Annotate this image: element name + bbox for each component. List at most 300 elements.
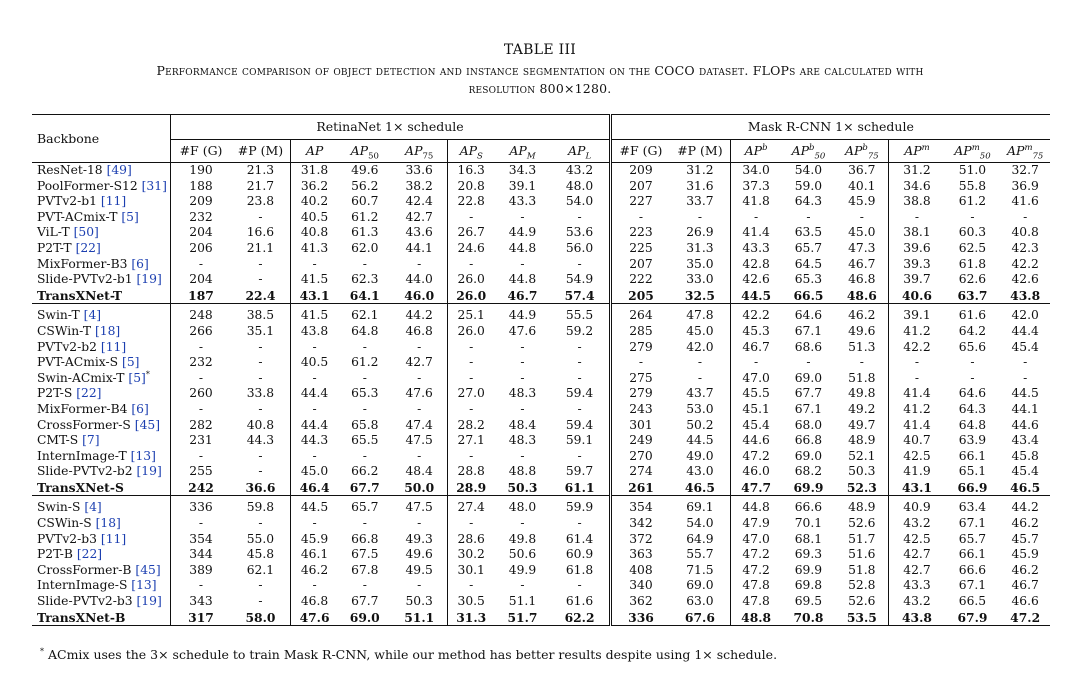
citation-link[interactable]: [19]	[136, 272, 162, 287]
backbone-header: Backbone	[32, 115, 171, 163]
table-cell: 47.8	[730, 578, 782, 594]
table-cell: 63.7	[957, 287, 988, 303]
table-cell: -	[859, 209, 864, 224]
col-apm75: $AP^m_{75}$	[1000, 140, 1050, 163]
table-cell: -	[520, 578, 525, 593]
table-cell: 344	[171, 547, 231, 563]
table-cell: 51.1	[392, 610, 448, 626]
model-name: PVTv2-b2	[37, 339, 97, 354]
col-apb75: $AP^b_{75}$	[835, 140, 889, 163]
table-cell: 46.6	[1011, 594, 1039, 609]
table-cell: 59.7	[565, 464, 594, 479]
table-cell: 279	[610, 386, 670, 402]
backbone-name	[32, 179, 171, 195]
table-cell: 188	[171, 179, 231, 195]
table-cell: 242	[171, 480, 231, 496]
backbone-name	[32, 194, 171, 210]
table-cell: 66.2	[351, 464, 379, 479]
table-cell: 66.5	[958, 594, 987, 609]
citation-link[interactable]: [49]	[106, 163, 132, 177]
table-cell: -	[291, 257, 338, 273]
table-cell: 65.6	[958, 339, 987, 354]
model-name: CrossFormer-S	[37, 417, 131, 432]
citation-link[interactable]: [5]	[122, 355, 140, 370]
table-cell: 42.6	[730, 272, 782, 288]
table-cell: 49.6	[405, 547, 433, 562]
table-cell: 66.5	[793, 287, 824, 303]
table-cell: 16.6	[246, 225, 275, 240]
table-cell: -	[258, 448, 263, 463]
table-cell: 65.8	[351, 417, 379, 432]
table-cell: 232	[171, 210, 231, 226]
citation-link[interactable]: [4]	[83, 308, 102, 323]
model-name: TransXNet-S	[37, 479, 124, 495]
backbone-name	[32, 304, 171, 324]
table-cell: -	[417, 448, 422, 463]
table-cell: -	[258, 464, 263, 479]
table-cell: 187	[171, 288, 231, 304]
table-cell: 66.8	[794, 433, 823, 448]
table-cell: 53.6	[565, 225, 594, 240]
table-cell: 223	[610, 225, 670, 241]
table-cell: 67.8	[351, 562, 379, 577]
table-cell: 46.0	[404, 287, 435, 303]
table-cell: 33.8	[246, 386, 275, 401]
table-cell: 44.8	[508, 272, 537, 287]
table-cell: 47.8	[730, 594, 782, 610]
table-cell: -	[417, 578, 422, 593]
table-cell: 55.8	[958, 178, 987, 193]
table-cell: 61.6	[945, 304, 1001, 324]
table-cell: 42.2	[889, 340, 945, 356]
table-cell: 31.6	[686, 178, 714, 193]
backbone-name	[32, 163, 171, 179]
table-cell: -	[291, 371, 338, 387]
table-cell: 64.8	[958, 417, 987, 432]
table-cell: 61.4	[565, 531, 594, 546]
model-name: PoolFormer-S12	[37, 178, 138, 193]
citation-link[interactable]: [6]	[131, 401, 149, 416]
table-cell: 61.8	[565, 562, 594, 577]
group-header-row	[32, 115, 1050, 140]
table-cell: 41.4	[889, 418, 945, 434]
table-cell: -	[577, 578, 582, 593]
table-cell: -	[889, 371, 945, 387]
table-cell: 64.9	[686, 531, 714, 546]
col-flops-retina: #F (G)	[171, 140, 231, 163]
table-cell: 44.5	[686, 433, 714, 448]
table-cell: 275	[610, 371, 670, 387]
table-cell: -	[730, 210, 782, 226]
table-cell: 66.1	[958, 448, 987, 463]
table-cell: 45.4	[1011, 339, 1039, 354]
table-cell: 274	[610, 464, 670, 480]
citation-link[interactable]: [50]	[73, 225, 99, 240]
table-cell: 48.9	[835, 496, 889, 516]
citation-link[interactable]: [18]	[95, 516, 121, 531]
model-name: CrossFormer-B	[37, 562, 132, 577]
table-cell: 21.3	[246, 163, 275, 177]
table-cell: 59.9	[550, 496, 610, 516]
table-cell: 38.5	[231, 304, 291, 324]
footnote	[40, 647, 777, 662]
table-cell: 50.3	[405, 594, 433, 609]
table-cell: 65.3	[794, 272, 823, 287]
table-cell: 61.2	[958, 194, 987, 209]
table-cell: 51.7	[495, 610, 551, 626]
table-cell: 26.9	[686, 225, 714, 240]
table-row	[32, 272, 1050, 288]
table-cell: -	[697, 209, 702, 224]
table-cell: 69.1	[670, 496, 730, 516]
table-cell: 52.8	[848, 578, 876, 593]
table-cell: 30.1	[447, 563, 494, 579]
citation-link[interactable]: [18]	[94, 323, 121, 338]
table-cell: 49.5	[405, 562, 433, 577]
table-cell: 50.2	[686, 417, 714, 432]
table-cell: 49.2	[848, 401, 876, 416]
table-title: TABLE III	[503, 42, 577, 58]
table-cell: 49.6	[848, 323, 876, 338]
table-cell: 68.0	[794, 417, 823, 432]
citation-link[interactable]: [11]	[100, 339, 127, 354]
table-cell: 204	[171, 225, 231, 241]
table-cell: 38.8	[889, 194, 945, 210]
citation-link[interactable]: [31]	[141, 178, 167, 193]
table-cell: 27.4	[447, 496, 494, 516]
table-cell: -	[258, 578, 263, 593]
table-cell: 63.4	[945, 496, 1001, 516]
table-cell: 209	[171, 194, 231, 210]
table-cell: 39.1	[889, 304, 945, 324]
table-cell: 40.8	[1011, 225, 1039, 240]
citation-link[interactable]: [13]	[131, 578, 157, 593]
table-cell: -	[447, 371, 494, 387]
table-cell: 225	[610, 241, 670, 257]
col-ap75: $AP_{75}$	[392, 140, 448, 163]
table-cell: 45.4	[730, 418, 782, 434]
citation-link[interactable]: [7]	[82, 433, 100, 448]
table-cell: 69.0	[686, 578, 714, 593]
table-cell: 40.5	[291, 210, 338, 226]
citation-link[interactable]: [22]	[75, 240, 101, 255]
table-cell: 41.9	[889, 464, 945, 480]
table-cell: 45.9	[1011, 547, 1039, 562]
table-cell: -	[291, 578, 338, 594]
table-cell: 47.0	[730, 371, 782, 387]
citation-link[interactable]: [45]	[135, 562, 161, 577]
table-cell: 31.3	[686, 240, 714, 255]
table-cell: 36.9	[1011, 178, 1039, 193]
table-cell: 44.6	[1011, 417, 1039, 432]
table-cell: 61.3	[351, 225, 379, 240]
table-cell: 64.3	[794, 194, 823, 209]
table-cell: 63.5	[794, 225, 823, 240]
retinanet-header: RetinaNet 1× schedule	[171, 115, 610, 140]
table-cell: 25.1	[447, 304, 494, 324]
table-cell: -	[362, 339, 367, 354]
table-cell: 40.1	[848, 178, 876, 193]
model-name: MixFormer-B4	[37, 401, 128, 416]
table-cell: 47.4	[405, 417, 433, 432]
citation-link[interactable]: [22]	[76, 386, 102, 401]
table-cell: 65.1	[958, 464, 987, 479]
table-cell: 62.6	[958, 272, 987, 287]
model-name: ViL-T	[37, 225, 70, 240]
table-cell: 46.1	[291, 547, 338, 563]
table-cell: 64.2	[958, 323, 987, 338]
table-cell: -	[258, 401, 263, 416]
table-cell: 45.5	[730, 386, 782, 402]
column-header-row	[32, 140, 1050, 163]
table-cell: 43.8	[1010, 287, 1041, 303]
table-cell: 261	[610, 480, 670, 496]
citation-link[interactable]: [11]	[100, 194, 127, 209]
table-cell: 67.1	[794, 401, 823, 416]
citation-link[interactable]: [5]	[128, 370, 146, 385]
table-cell: 54.9	[565, 272, 594, 287]
table-cell: 20.8	[447, 179, 494, 195]
table-cell: 372	[610, 532, 670, 548]
table-cell: 47.9	[730, 516, 782, 532]
table-cell: -	[1023, 355, 1028, 370]
table-cell: 48.3	[508, 386, 537, 401]
table-cell: 45.9	[291, 532, 338, 548]
table-cell: 46.8	[405, 323, 433, 338]
table-cell: 46.2	[1011, 562, 1039, 577]
backbone-name	[32, 547, 171, 563]
backbone-name	[32, 210, 171, 226]
table-cell: 46.2	[835, 304, 889, 324]
table-row	[32, 547, 1050, 563]
table-cell: 49.7	[848, 417, 876, 432]
backbone-name	[32, 449, 171, 465]
table-cell: -	[417, 339, 422, 354]
table-cell: 47.6	[508, 323, 537, 338]
table-cell: 41.8	[730, 194, 782, 210]
table-cell: 22.8	[447, 194, 494, 210]
table-cell: 41.2	[889, 402, 945, 418]
table-cell: 44.9	[495, 304, 551, 324]
table-cell: 64.6	[958, 386, 987, 401]
table-cell: 54.0	[794, 163, 823, 177]
table-row	[32, 304, 1050, 324]
table-cell: 47.5	[405, 433, 433, 448]
table-row	[32, 386, 1050, 402]
table-cell: 52.1	[848, 448, 876, 463]
table-cell: 44.6	[730, 433, 782, 449]
table-cell: -	[171, 371, 231, 387]
table-cell: 43.2	[565, 163, 594, 177]
table-cell: 60.3	[958, 225, 987, 240]
model-name: InternImage-S	[37, 578, 128, 593]
table-row	[32, 257, 1050, 273]
table-cell: 48.0	[495, 496, 551, 516]
table-cell: 21.7	[246, 178, 275, 193]
backbone-name	[32, 594, 171, 610]
table-cell: -	[417, 401, 422, 416]
table-cell: 190	[171, 163, 231, 179]
table-cell: 26.0	[447, 324, 494, 340]
table-cell: 16.3	[447, 163, 494, 179]
table-cell: 22.4	[245, 287, 276, 303]
table-cell: 70.8	[782, 610, 836, 626]
table-cell: 41.4	[889, 386, 945, 402]
table-cell: 59.4	[565, 386, 594, 401]
table-cell: -	[970, 209, 975, 224]
table-cell: -	[291, 449, 338, 465]
table-cell: 60.9	[565, 547, 594, 562]
citation-link[interactable]: [13]	[130, 448, 156, 463]
table-cell: 61.6	[565, 594, 594, 609]
backbone-name	[32, 257, 171, 273]
table-row	[32, 225, 1050, 241]
col-apb50: $AP^b_{50}$	[782, 140, 836, 163]
backbone-name	[32, 371, 171, 387]
table-cell: 55.7	[686, 547, 714, 562]
table-cell: 354	[171, 532, 231, 548]
table-cell: 31.2	[889, 163, 945, 179]
citation-link[interactable]: [6]	[131, 256, 149, 271]
table-cell: 49.9	[508, 562, 537, 577]
table-cell: 45.9	[848, 194, 876, 209]
table-cell: 43.4	[1011, 433, 1039, 448]
table-cell: -	[171, 516, 231, 532]
table-cell: 44.5	[291, 496, 338, 516]
table-cell: 61.8	[958, 256, 987, 271]
table-cell: 42.5	[889, 449, 945, 465]
table-cell: 55.0	[246, 531, 275, 546]
citation-link[interactable]: [22]	[76, 547, 103, 562]
table-cell: 46.8	[291, 594, 338, 610]
table-cell: 52.3	[846, 479, 877, 495]
table-cell: 207	[610, 179, 670, 195]
col-aps: $AP_S$	[447, 140, 494, 163]
citation-link[interactable]: [19]	[136, 594, 162, 609]
table-cell: -	[806, 355, 811, 370]
table-cell: 59.2	[565, 323, 594, 338]
table-cell: 66.8	[351, 531, 379, 546]
table-cell: -	[258, 370, 263, 385]
table-cell: 64.5	[794, 256, 823, 271]
table-cell: 69.9	[794, 562, 823, 577]
table-row	[32, 288, 1050, 304]
table-cell: 62.1	[338, 304, 392, 324]
model-name: InternImage-T	[37, 448, 127, 463]
table-cell: 50.0	[404, 479, 435, 495]
citation-link[interactable]: [4]	[84, 500, 102, 515]
backbone-name	[32, 433, 171, 449]
table-cell: 40.8	[246, 417, 275, 432]
table-cell: 46.8	[848, 272, 876, 287]
table-cell: 43.8	[291, 324, 338, 340]
table-cell: -	[291, 340, 338, 356]
table-row	[32, 563, 1050, 579]
backbone-name	[32, 516, 171, 532]
table-cell: 209	[610, 163, 670, 179]
table-cell: -	[520, 448, 525, 463]
table-cell: 342	[610, 516, 670, 532]
table-cell: -	[577, 355, 582, 370]
table-row	[32, 324, 1050, 340]
table-cell: 59.1	[565, 433, 594, 448]
table-cell: 260	[171, 386, 231, 402]
table-cell: 23.8	[246, 194, 275, 209]
table-cell: 43.0	[686, 464, 714, 479]
table-cell: 42.8	[730, 257, 782, 273]
table-cell: 336	[610, 610, 670, 626]
backbone-name	[32, 610, 171, 626]
table-cell: 44.0	[405, 272, 433, 287]
table-cell: -	[970, 370, 975, 385]
table-cell: 65.5	[351, 433, 379, 448]
table-cell: 270	[610, 449, 670, 465]
backbone-name	[32, 464, 171, 480]
model-name: MixFormer-B3	[37, 256, 128, 271]
citation-link[interactable]: [11]	[100, 531, 127, 546]
table-cell: 408	[610, 563, 670, 579]
table-cell: 26.7	[447, 225, 494, 241]
table-cell: 44.3	[291, 433, 338, 449]
table-cell: 39.6	[889, 241, 945, 257]
table-cell: 255	[171, 464, 231, 480]
table-cell: 48.9	[848, 433, 876, 448]
table-cell: 282	[171, 418, 231, 434]
table-cell: -	[520, 256, 525, 271]
table-cell: 227	[610, 194, 670, 210]
table-cell: 28.8	[447, 464, 494, 480]
table-cell: 47.0	[730, 532, 782, 548]
table-cell: 42.0	[686, 339, 714, 354]
table-cell: 63.0	[686, 594, 714, 609]
table-cell: 264	[610, 304, 670, 324]
table-cell: 62.0	[351, 240, 379, 255]
citation-link[interactable]: [45]	[134, 417, 161, 432]
table-cell: 43.6	[405, 225, 433, 240]
table-cell: 53.5	[835, 610, 889, 626]
table-cell: 44.9	[508, 225, 537, 240]
table-row	[32, 594, 1050, 610]
table-cell: 44.1	[405, 240, 433, 255]
table-cell: 41.3	[291, 241, 338, 257]
table-cell: 44.8	[730, 496, 782, 516]
table-cell: -	[577, 339, 582, 354]
table-cell: 207	[610, 257, 670, 273]
table-cell: 48.6	[846, 287, 877, 303]
table-cell: -	[362, 256, 367, 271]
table-cell: -	[258, 209, 263, 224]
table-cell: 49.0	[686, 448, 714, 463]
citation-link[interactable]: [19]	[136, 464, 162, 479]
table-cell: 42.6	[1011, 272, 1039, 287]
model-name: P2T-T	[37, 240, 72, 255]
table-cell: 46.2	[1011, 516, 1039, 531]
table-cell: 42.7	[889, 547, 945, 563]
table-cell: -	[291, 402, 338, 418]
table-cell: 34.3	[508, 163, 537, 177]
table-cell: 36.7	[848, 163, 876, 177]
table-cell: 28.6	[447, 532, 494, 548]
table-cell: 62.2	[550, 610, 610, 626]
table-cell: -	[577, 370, 582, 385]
table-cell: 44.4	[1011, 323, 1039, 338]
table-cell: 35.1	[246, 323, 275, 338]
model-name: Swin-S	[37, 500, 81, 515]
table-cell: -	[171, 578, 231, 594]
citation-link[interactable]: [5]	[121, 209, 139, 224]
table-cell: 354	[610, 496, 670, 516]
table-cell: 49.6	[351, 163, 379, 177]
